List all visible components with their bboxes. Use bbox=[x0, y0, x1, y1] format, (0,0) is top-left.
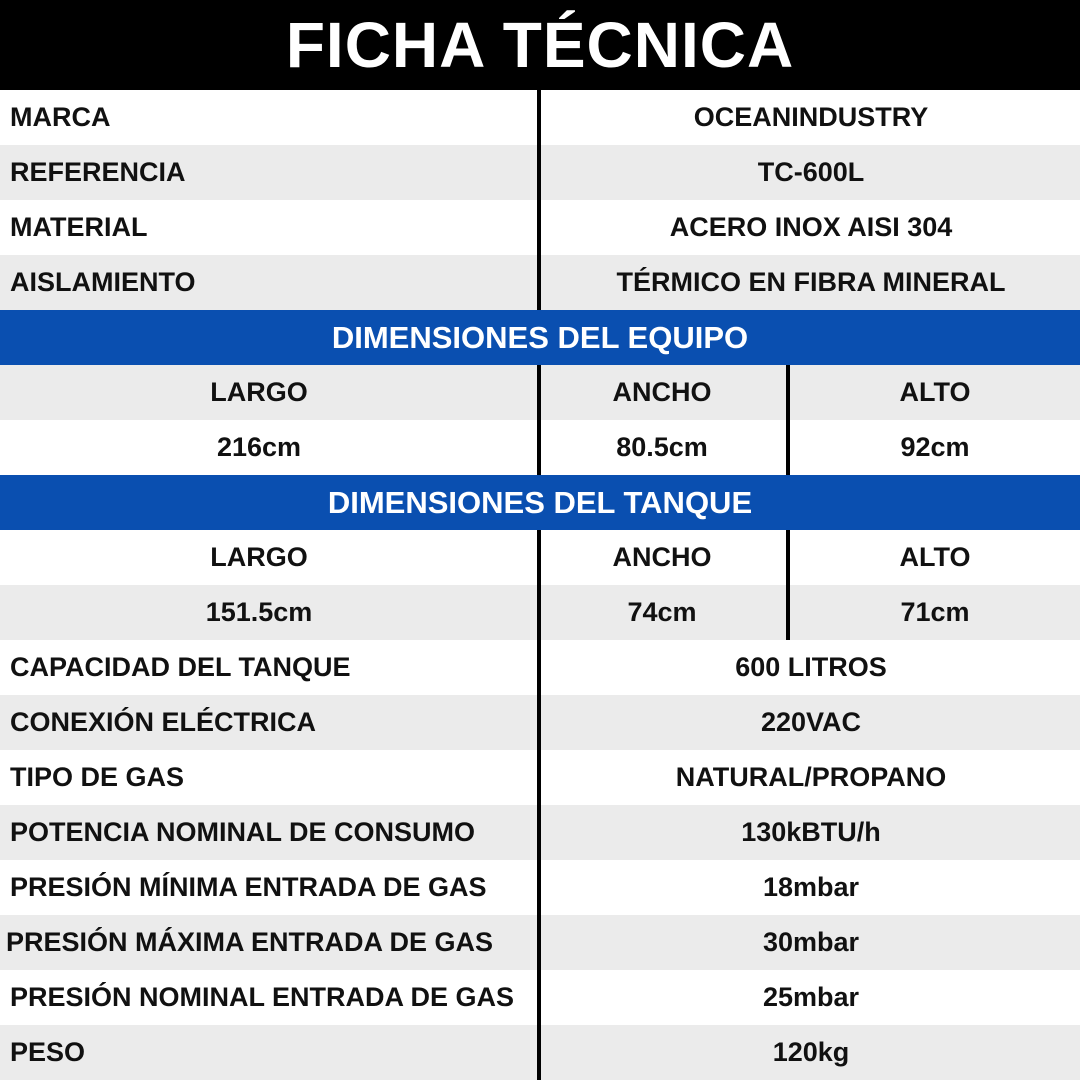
spec-value: 130kBTU/h bbox=[741, 817, 881, 847]
spec-label: PRESIÓN NOMINAL ENTRADA DE GAS bbox=[10, 982, 515, 1012]
spec-label: PRESIÓN MÁXIMA ENTRADA DE GAS bbox=[6, 927, 494, 957]
equipo-header-ancho: ANCHO bbox=[612, 377, 712, 407]
spec-value: 30mbar bbox=[762, 927, 860, 957]
spec-label: PRESIÓN MÍNIMA ENTRADA DE GAS bbox=[10, 872, 487, 902]
section-header-tanque: DIMENSIONES DEL TANQUE bbox=[0, 475, 1080, 530]
equipo-header-alto: ALTO bbox=[899, 377, 971, 407]
tanque-value-largo: 151.5cm bbox=[205, 597, 313, 627]
spec-label: REFERENCIA bbox=[10, 157, 186, 187]
tanque-header-ancho: ANCHO bbox=[612, 542, 712, 572]
column-divider bbox=[537, 90, 541, 310]
spec-value: 120kg bbox=[772, 1037, 850, 1067]
spec-value: OCEANINDUSTRY bbox=[693, 102, 929, 132]
tanque-header-largo: LARGO bbox=[210, 542, 308, 572]
column-divider bbox=[537, 365, 541, 475]
spec-label: POTENCIA NOMINAL DE CONSUMO bbox=[10, 817, 476, 847]
column-divider bbox=[786, 365, 790, 475]
spec-value: 25mbar bbox=[762, 982, 860, 1012]
spec-label: TIPO DE GAS bbox=[10, 762, 185, 792]
spec-value: 18mbar bbox=[762, 872, 860, 902]
spec-value: NATURAL/PROPANO bbox=[675, 762, 947, 792]
equipo-value-largo: 216cm bbox=[216, 432, 302, 462]
tanque-value-alto: 71cm bbox=[900, 597, 970, 627]
spec-value: ACERO INOX AISI 304 bbox=[669, 212, 953, 242]
spec-label: MATERIAL bbox=[10, 212, 148, 242]
section-header-equipo: DIMENSIONES DEL EQUIPO bbox=[0, 310, 1080, 365]
page-title: FICHA TÉCNICA bbox=[0, 0, 1080, 90]
spec-label: MARCA bbox=[10, 102, 111, 132]
tanque-value-ancho: 74cm bbox=[627, 597, 697, 627]
spec-value: TÉRMICO EN FIBRA MINERAL bbox=[616, 267, 1006, 297]
spec-label: AISLAMIENTO bbox=[10, 267, 196, 297]
tanque-header-alto: ALTO bbox=[899, 542, 971, 572]
column-divider bbox=[786, 530, 790, 640]
equipo-value-ancho: 80.5cm bbox=[616, 432, 708, 462]
spec-value: TC-600L bbox=[757, 157, 865, 187]
spec-value: 600 LITROS bbox=[735, 652, 887, 682]
spec-label: CONEXIÓN ELÉCTRICA bbox=[10, 707, 317, 737]
spec-label: CAPACIDAD DEL TANQUE bbox=[10, 652, 351, 682]
spec-label: PESO bbox=[10, 1037, 86, 1067]
equipo-header-largo: LARGO bbox=[210, 377, 308, 407]
spec-value: 220VAC bbox=[760, 707, 862, 737]
column-divider bbox=[537, 530, 541, 1080]
equipo-value-alto: 92cm bbox=[900, 432, 970, 462]
